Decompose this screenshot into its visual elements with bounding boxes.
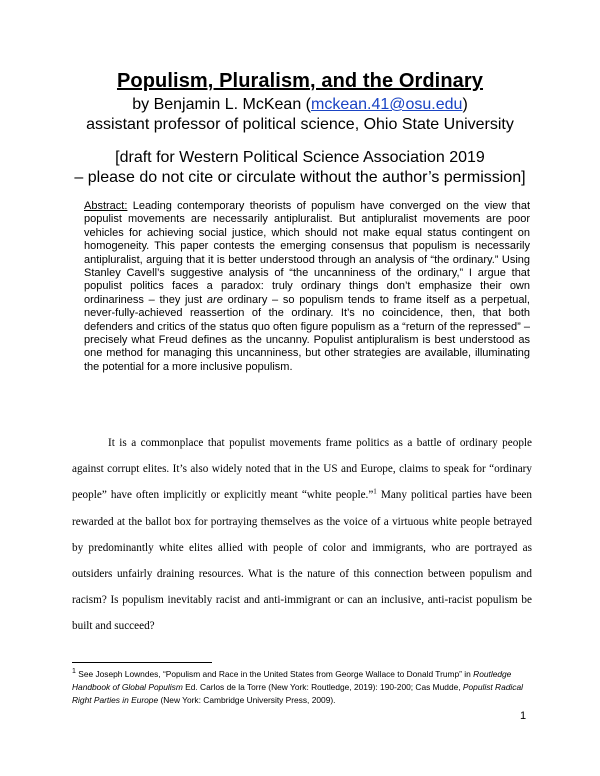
abstract [84, 200, 530, 374]
footnote-marker: 1 [72, 668, 76, 676]
body-text [72, 430, 532, 640]
footnote-text-3: (New York: Cambridge University Press, 2009). [158, 695, 336, 705]
body-paragraph-1-part2: Many political parties have been rewarded at the ballot box for portraying themselves as the voice of a virtuous white people betrayed by predominantly white elites allied with people of color and immigrants, who are portrayed as outsiders unfairly draining resources. What is the nature of this connection between populism and racism? Is populism inevitably racist and anti-immigrant or can an inclusive, anti-racist populism be built and succeed? [72, 489, 532, 633]
page-number: 1 [520, 710, 527, 722]
footnote-text-1: See Joseph Lowndes, “Populism and Race in the United States from George Wallace to Donald Trump” in [75, 669, 474, 679]
draft-notice-line2: – please do not cite or circulate without the author’s permission] [74, 169, 526, 186]
author-affiliation: assistant professor of political science, Ohio State University [86, 116, 514, 133]
footnote-separator [72, 662, 212, 663]
footnote-book-2: Populist Radical Right Parties in Europe [72, 682, 523, 705]
byline-suffix: ) [462, 96, 468, 113]
body-paragraph-1-part1: It is a commonplace that populist movements frame politics as a battle of ordinary people against corrupt elites. It’s also widely noted that in the US and Europe, claims to speak for “ordinary people” have often implicitly or explicitly meant “white people.” [72, 437, 532, 502]
byline-prefix: by Benjamin L. McKean ( [132, 96, 311, 113]
abstract-emphasis: are [206, 293, 223, 306]
footnote-book-1: Routledge Handbook of Global Populism [72, 669, 512, 692]
author-email-link[interactable]: mckean.41@osu.edu [310, 96, 463, 113]
author-byline [0, 96, 600, 114]
abstract-label: Abstract: [84, 200, 128, 212]
paper-title: Populism, Pluralism, and the Ordinary [116, 70, 483, 92]
abstract-text-1: Leading contemporary theorists of populism have converged on the view that populist movements are necessarily antipluralist. But antipluralist movements are poor vehicles for achieving social justice, which should not make equal status contingent on homogeneity. This paper contests the emerging consensus that populism is necessarily antipluralist, arguing that it is better understood through an analysis of “the ordinary.” Using Stanley Cavell’s suggestive analysis of “the uncanniness of the ordinary,” I argue that populist politics faces a paradox: truly ordinary things don’t emphasize their own ordinariness – they just [84, 200, 530, 306]
footnote-reference[interactable]: 1 [373, 487, 377, 496]
body-paragraph-1 [72, 430, 532, 640]
abstract-text-2: ordinary – so populism tends to frame itself as a perpetual, never-fully-achieved reassertion of the ordinary. It’s no coincidence, then, that both defenders and critics of the status quo often figure populism as a “return of the repressed” –precisely what Freud defines as the uncanny. Populist antipluralism is best understood as one method for managing this uncanniness, but other strategies are available, illuminating the potential for a more inclusive populism. [84, 293, 530, 373]
footnote-text-2: Ed. Carlos de la Torre (New York: Routledge, 2019): 190-200; Cas Mudde, [182, 682, 463, 692]
draft-notice-line1: [draft for Western Political Science Association 2019 [115, 149, 485, 166]
footnote [72, 668, 532, 707]
